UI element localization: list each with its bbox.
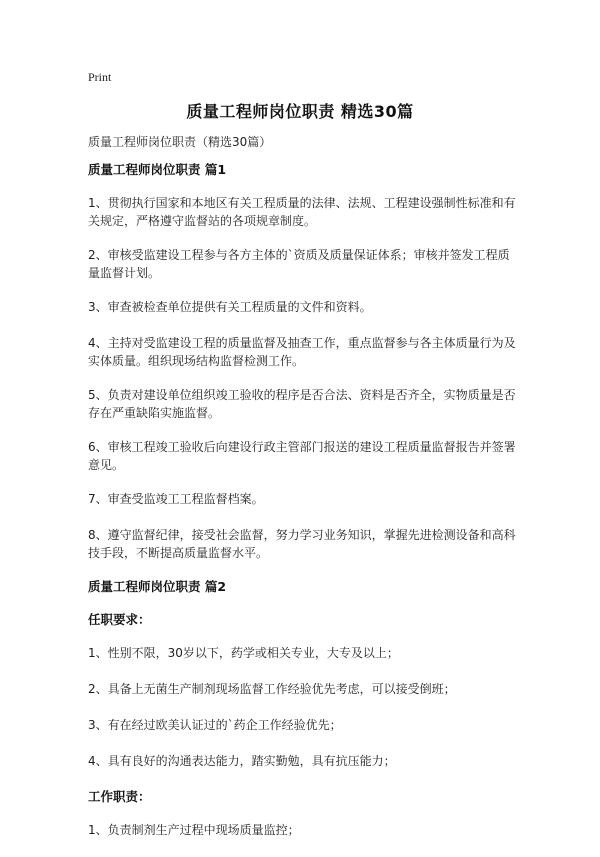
requirement-item: 1、性别不限，30岁以下，药学或相关专业，大专及以上； [88, 646, 399, 660]
print-label: Print [88, 70, 112, 84]
document-title: 质量工程师岗位职责 精选30篇 [186, 102, 414, 121]
document-subtitle: 质量工程师岗位职责（精选30篇） [88, 135, 272, 149]
paragraph-item: 7、审查受监竣工工程监督档案。 [88, 492, 264, 506]
duty-item: 1、负责制剂生产过程中现场质量监控； [88, 823, 300, 837]
requirement-item: 2、具备上无菌生产制剂现场监督工作经验优先考虑，可以接受倒班； [88, 682, 456, 696]
paragraph-item: 1、贯彻执行国家和本地区有关工程质量的法律、法规、工程建设强制性标准和有关规定，严格遵守监督站的各项规章制度。 [88, 196, 516, 228]
requirements-heading: 任职要求： [88, 612, 151, 627]
paragraph-item: 4、主持对受监建设工程的质量监督及抽查工作，重点监督参与各主体质量行为及实体质量。组织现场结构监督检测工作。 [88, 336, 516, 368]
section-heading-2: 质量工程师岗位职责 篇2 [88, 579, 227, 594]
duties-heading: 工作职责： [88, 789, 151, 804]
requirement-item: 3、有在经过欧美认证过的`药企工作经验优先； [88, 718, 342, 732]
document-body [88, 161, 520, 857]
paragraph-item: 8、遵守监督纪律，接受社会监督，努力学习业务知识，掌握先进检测设备和高科技手段，不断提高质量监督水平。 [88, 528, 516, 560]
section-heading-1: 质量工程师岗位职责 篇1 [88, 162, 227, 177]
paragraph-item: 2、审核受监建设工程参与各方主体的`资质及质量保证体系；审核并签发工程质量监督计划。 [88, 248, 510, 280]
paragraph-item: 5、负责对建设单位组织竣工验收的程序是否合法、资料是否齐全，实物质量是否存在严重缺陷实施监督。 [88, 388, 516, 420]
requirement-item: 4、具有良好的沟通表达能力，踏实勤勉，具有抗压能力； [88, 754, 396, 768]
paragraph-item: 6、审核工程竣工验收后向建设行政主管部门报送的建设工程质量监督报告并签署意见。 [88, 440, 516, 472]
paragraph-item: 3、审查被检查单位提供有关工程质量的文件和资料。 [88, 300, 372, 314]
